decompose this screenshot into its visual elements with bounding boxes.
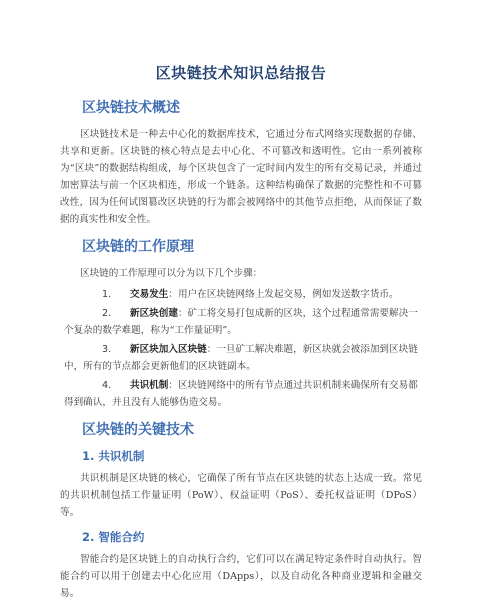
step-text: ：用户在区块链网络上发起交易，例如发送数字货币。	[168, 289, 399, 300]
document-title: 区块链技术知识总结报告	[155, 64, 327, 82]
subsection-heading-smart-contract: 2. 智能合约	[82, 530, 145, 544]
section-heading-overview: 区块链技术概述	[82, 100, 180, 116]
section-heading-key-tech: 区块链的关键技术	[82, 422, 194, 438]
smart-contract-paragraph: 智能合约是区块链上的自动执行合约，它们可以在满足特定条件时自动执行。智能合约可以用于创建去中心化应用（DApps），以及自动化各种商业逻辑和金融交易。	[60, 554, 422, 599]
step-term: 交易发生	[130, 289, 169, 300]
step-number: 1.	[102, 289, 112, 300]
section-heading-principle: 区块链的工作原理	[82, 239, 194, 255]
step-text: ：一旦矿工解决难题，新区块就会被添加到区块链中，所有的节点都会更新他们的区块链副本。	[64, 344, 418, 372]
list-item	[60, 377, 422, 411]
step-number: 4.	[102, 380, 112, 391]
principle-steps-list	[60, 286, 422, 411]
list-item	[60, 305, 422, 339]
consensus-paragraph: 共识机制是区块链的核心，它确保了所有节点在区块链的状态上达成一致。常见的共识机制包括工作量证明（PoW）、权益证明（PoS）、委托权益证明（DPoS）等。	[60, 473, 422, 518]
step-number: 3.	[102, 344, 112, 355]
step-number: 2.	[102, 308, 112, 319]
overview-paragraph: 区块链技术是一种去中心化的数据库技术，它通过分布式网络实现数据的存储、共享和更新。区块链的核心特点是去中心化、不可篡改和透明性。它由一系列被称为“区块”的数据结构组成，每个区块包含了一定时间内发生的所有交易记录，并通过加密算法与前一个区块相连，形成一个链条。这种结构确保了数据的完整性和不可篡改性，因为任何试图篡改区块链的行为都会被网络中的其他节点拒绝，从而保证了数据的真实性和安全性。	[60, 129, 422, 225]
list-item	[60, 286, 422, 303]
principle-intro: 区块链的工作原理可以分为以下几个步骤：	[80, 268, 263, 279]
step-term: 新区块加入区块链	[130, 344, 207, 355]
subsection-heading-consensus: 1. 共识机制	[82, 449, 145, 463]
step-term: 共识机制	[130, 380, 169, 391]
step-text: ：区块链网络中的所有节点通过共识机制来确保所有交易都得到确认，并且没有人能够伪造交易。	[64, 380, 418, 408]
step-term: 新区块创建	[130, 308, 178, 319]
step-text: ：矿工将交易打包成新的区块，这个过程通常需要解决一个复杂的数学难题，称为“工作量证明”。	[64, 308, 418, 336]
list-item	[60, 341, 422, 375]
